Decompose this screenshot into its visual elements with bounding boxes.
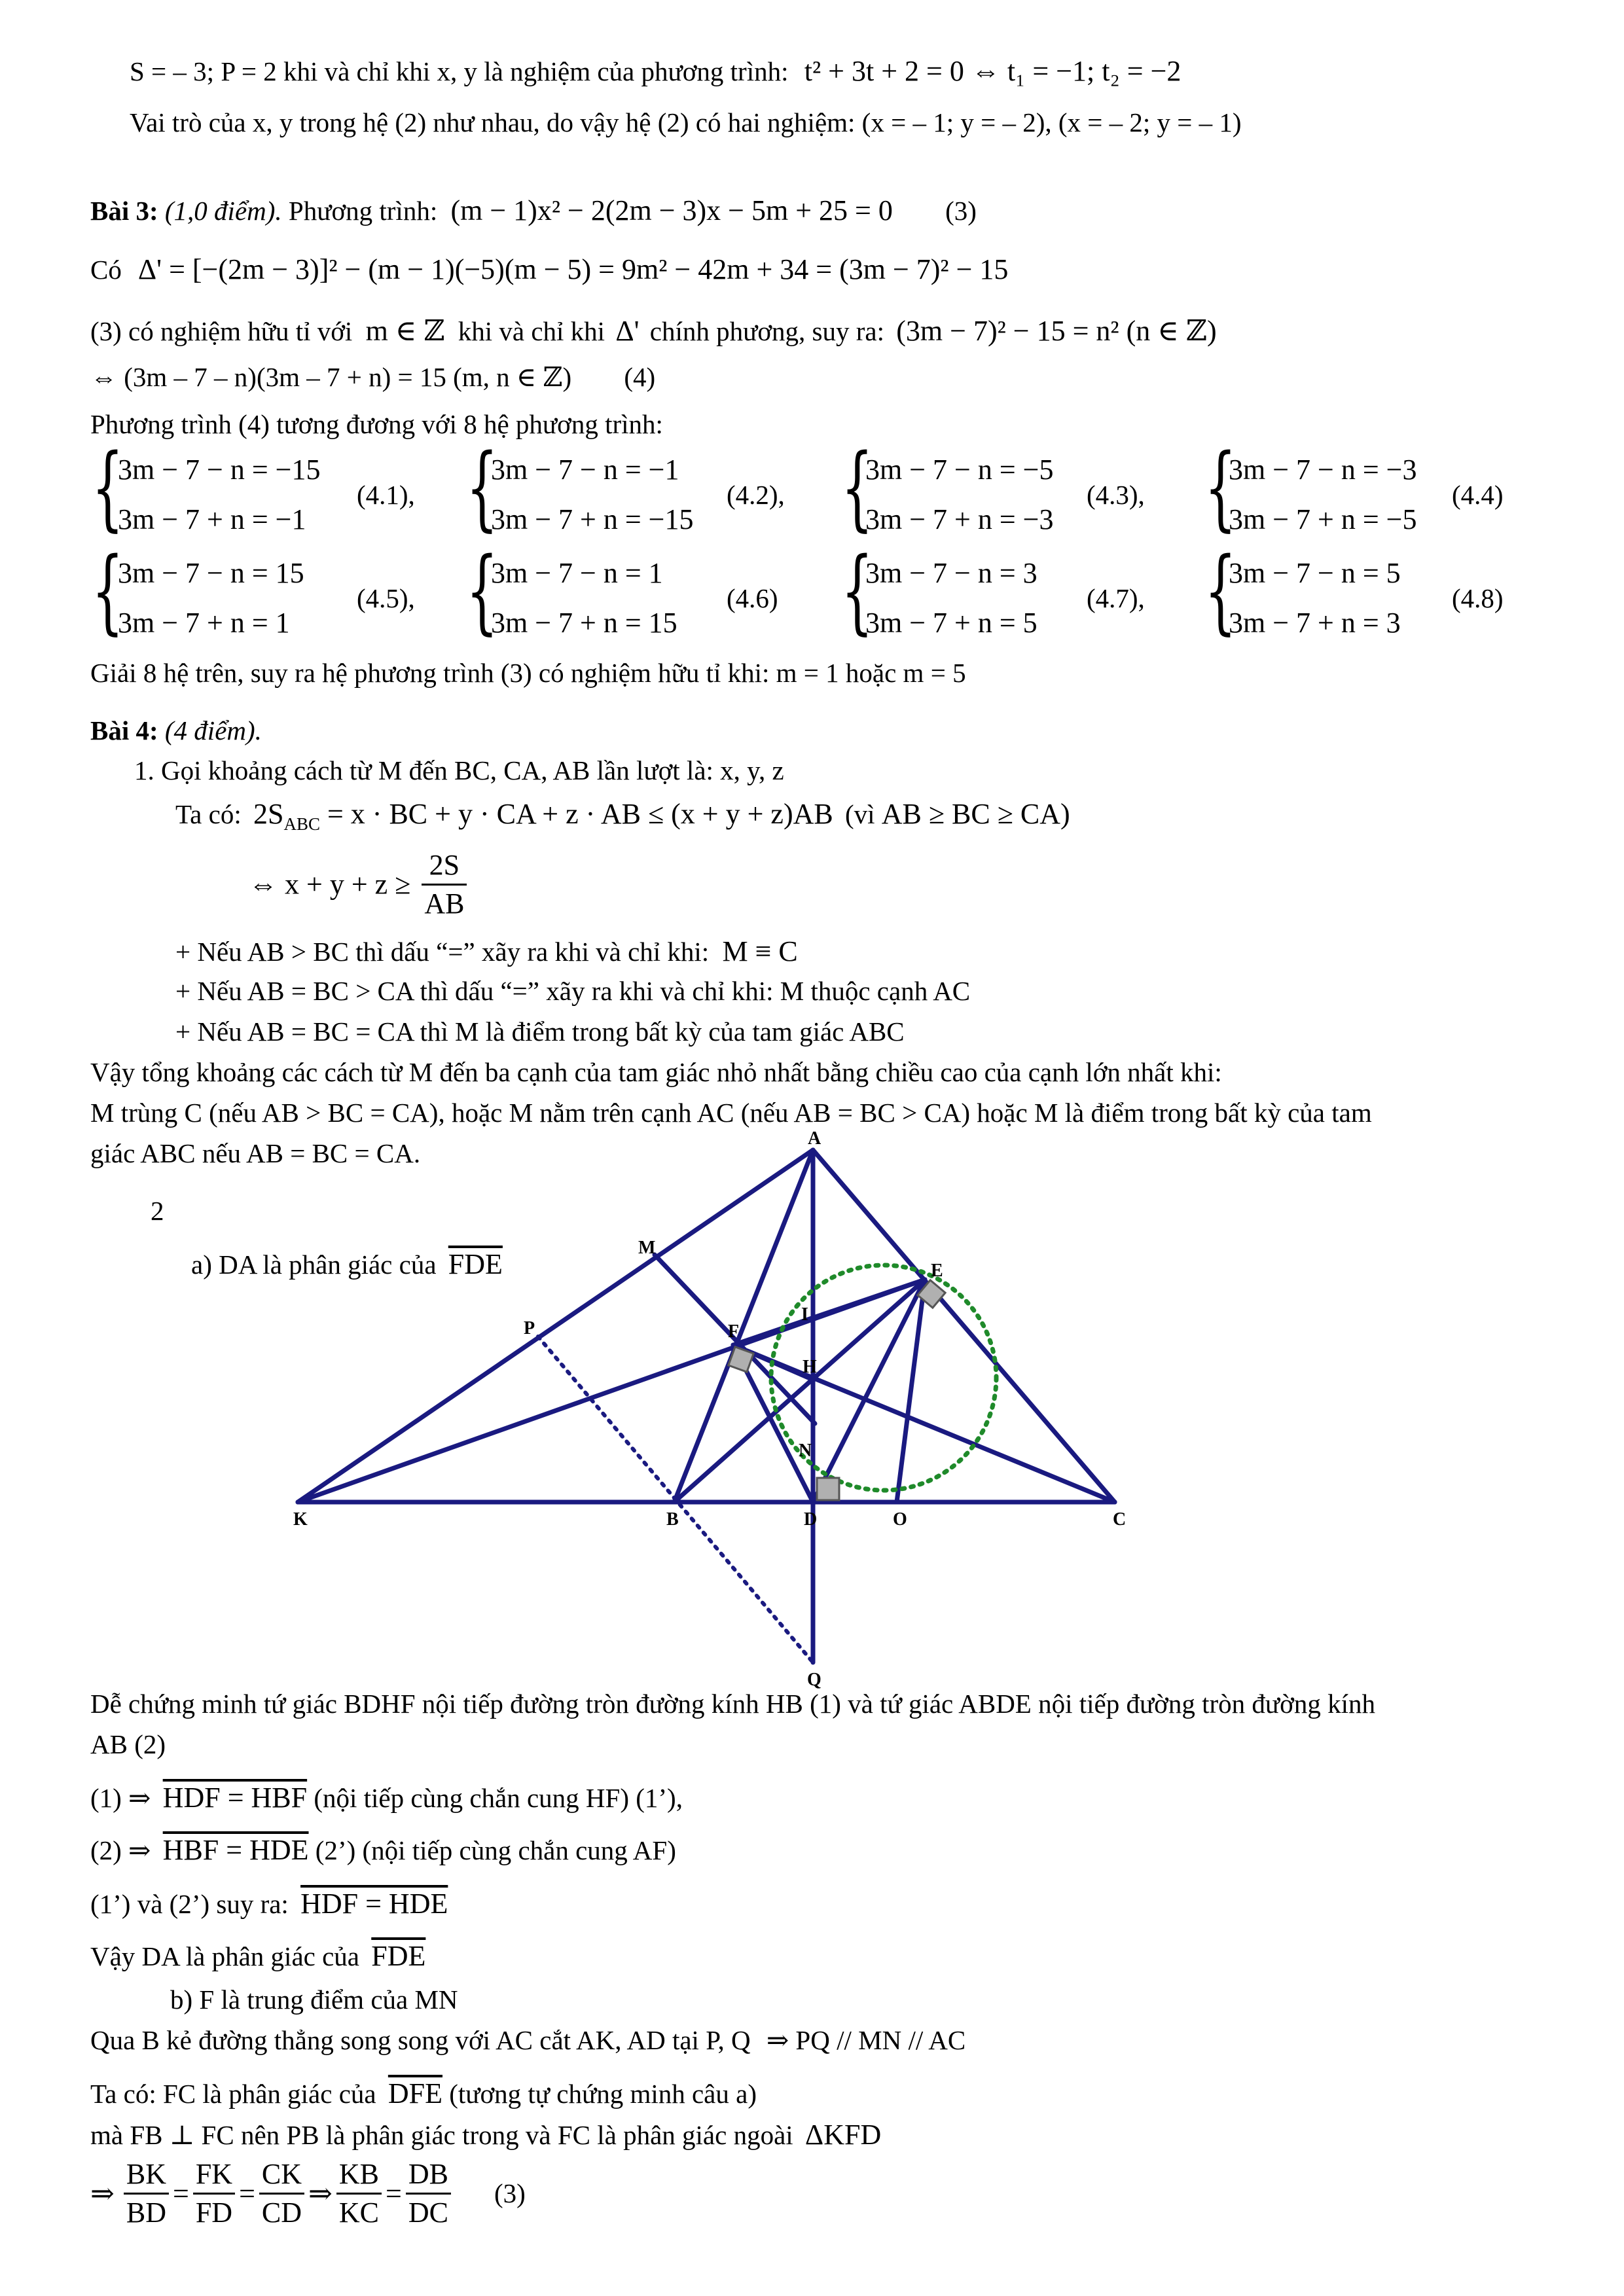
angle-fde: $\overline{FDE}$ xyxy=(371,1940,426,1972)
brace: { xyxy=(466,435,498,541)
implies-arrow: ⇒ xyxy=(308,2177,333,2210)
numerator: 2S xyxy=(422,851,467,886)
case-3: + Nếu AB = BC = CA thì M là điểm trong bất kỳ của tam giác ABC xyxy=(175,1016,905,1047)
two-s: 2S xyxy=(253,798,284,830)
system-4-2-label: (4.2), xyxy=(727,480,785,510)
step-1 xyxy=(90,1784,683,1812)
text: (nội tiếp cùng chắn cung HF) (1’), xyxy=(314,1783,683,1813)
subscript-abc: ABC xyxy=(283,814,320,834)
system-4-6-b: 3m − 7 + n = 15 xyxy=(491,607,677,639)
system-4-8-b: 3m − 7 + n = 3 xyxy=(1229,607,1401,639)
point-i: I xyxy=(801,1304,808,1325)
proof-line-1: Dễ chứng minh tứ giác BDHF nội tiếp đường tròn đường kính HB (1) và tứ giác ABDE nội tiếp đường tròn đường kính xyxy=(90,1689,1375,1719)
proof-line-2: AB (2) xyxy=(90,1729,166,1759)
line-vai-tro: Vai trò của x, y trong hệ (2) như nhau, do vậy hệ (2) có hai nghiệm: (x = – 1; y = – 2), (x = – 2; y = – 1) xyxy=(130,107,1242,137)
bai3-eq-number: (3) xyxy=(945,196,977,226)
bai3-eight-systems: Phương trình (4) tương đương với 8 hệ phương trình: xyxy=(90,409,663,439)
denominator: KC xyxy=(338,2197,380,2229)
ineq-left: ⇔ x + y + z ≥ xyxy=(249,868,411,901)
text: a) DA là phân giác của xyxy=(191,1249,437,1280)
bai3-points: (1,0 điểm). xyxy=(164,196,282,226)
angle-equality: HDF = HDE xyxy=(300,1888,448,1920)
text: (1) ⇒ xyxy=(90,1783,151,1813)
system-4-3-label: (4.3), xyxy=(1087,480,1145,510)
text: (2’) (nội tiếp cùng chắn cung AF) xyxy=(315,1835,676,1865)
system-4-1-b: 3m − 7 + n = −1 xyxy=(118,503,306,535)
ratio-number: (3) xyxy=(494,2178,526,2208)
denominator: DC xyxy=(408,2197,448,2229)
point-c: C xyxy=(1113,1509,1127,1530)
system-4-1-label: (4.1), xyxy=(357,480,415,510)
ratio-kb-kc xyxy=(336,2160,382,2227)
step-2 xyxy=(90,1836,676,1865)
numerator: CK xyxy=(259,2160,304,2195)
equation: t² + 3t + 2 = 0 ⇔ t₁ = −1; t₂ = −2 xyxy=(804,55,1182,87)
brace: { xyxy=(841,435,873,541)
fc-bisector xyxy=(90,2079,757,2108)
system-4-3-b: 3m − 7 + n = −3 xyxy=(865,503,1054,535)
m-equiv-c: M ≡ C xyxy=(722,935,798,967)
equals: = xyxy=(386,2177,402,2210)
triangle-kfd: ΔKFD xyxy=(804,2119,882,2151)
ratio-db-dc xyxy=(406,2160,451,2227)
system-4-3-a: 3m − 7 − n = −5 xyxy=(865,454,1054,486)
point-e: E xyxy=(931,1261,943,1281)
point-b: B xyxy=(666,1509,679,1530)
ratio-ck-cd xyxy=(259,2160,304,2227)
system-4-8-a: 3m − 7 − n = 5 xyxy=(1229,557,1401,589)
equals: = xyxy=(239,2177,255,2210)
text: Ta có: FC là phân giác của xyxy=(90,2079,376,2109)
bai3-conclusion: Giải 8 hệ trên, suy ra hệ phương trình (3) có nghiệm hữu tỉ khi: m = 1 hoặc m = 5 xyxy=(90,658,966,688)
system-4-2-a: 3m − 7 − n = −1 xyxy=(491,454,679,486)
bai3-intro: Phương trình: xyxy=(288,196,438,226)
system-4-5-label: (4.5), xyxy=(357,583,415,613)
system-4-4-label: (4.4) xyxy=(1452,480,1504,510)
system-4-1-a: 3m − 7 − n = −15 xyxy=(118,454,321,486)
brace: { xyxy=(841,538,873,645)
segment-ac xyxy=(813,1150,1115,1502)
bai4-part1: 1. Gọi khoảng cách từ M đến BC, CA, AB lần lượt là: x, y, z xyxy=(134,755,784,785)
bai4-title: Bài 4: xyxy=(90,715,158,745)
text: Qua B kẻ đường thẳng song song với AC cắt AK, AD tại P, Q xyxy=(90,2025,751,2055)
system-4-7-a: 3m − 7 − n = 3 xyxy=(865,557,1038,589)
parallel-line xyxy=(90,2027,965,2054)
brace: { xyxy=(1204,538,1236,645)
rational-equation: (3m − 7)² − 15 = n² (n ∈ ℤ) xyxy=(896,315,1217,347)
factor-equation: ⇔ (3m – 7 – n)(3m – 7 + n) = 15 (m, n ∈ ℤ) xyxy=(90,362,572,392)
brace: { xyxy=(92,435,124,541)
system-4-7-b: 3m − 7 + n = 5 xyxy=(865,607,1038,639)
numerator: DB xyxy=(406,2160,451,2195)
summary-3: giác ABC nếu AB = BC = CA. xyxy=(90,1138,421,1168)
text: (2) ⇒ xyxy=(90,1835,151,1865)
text: (tương tự chứng minh câu a) xyxy=(449,2079,757,2109)
numerator: FK xyxy=(193,2160,235,2195)
summary-2: M trùng C (nếu AB > BC = CA), hoặc M nằm trên cạnh AC (nếu AB = BC > CA) hoặc M là điểm trong bất kỳ của tam xyxy=(90,1098,1372,1128)
text: (vì xyxy=(844,799,875,829)
angle-dfe: $\overline{DFE}$ xyxy=(388,2077,442,2109)
dotted-pq xyxy=(538,1336,813,1662)
denominator: BD xyxy=(126,2197,166,2229)
case-2: + Nếu AB = BC > CA thì dấu “=” xãy ra khi và chỉ khi: M thuộc cạnh AC xyxy=(175,976,971,1006)
bai4-points: (4 điểm). xyxy=(164,715,262,745)
point-k: K xyxy=(293,1509,308,1530)
denominator: FD xyxy=(195,2197,233,2229)
point-o: O xyxy=(893,1509,907,1530)
bai3-equation: (m − 1)x² − 2(2m − 3)x − 5m + 25 = 0 xyxy=(450,194,893,226)
system-4-7-label: (4.7), xyxy=(1087,583,1145,613)
right-angle-d xyxy=(817,1478,839,1500)
summary-1: Vậy tổng khoảng các cách từ M đến ba cạnh của tam giác nhỏ nhất bằng chiều cao của cạnh lớn nhất khi: xyxy=(90,1057,1222,1087)
fb-perp xyxy=(90,2121,881,2149)
system-4-4-b: 3m − 7 + n = −5 xyxy=(1229,503,1417,535)
angle-equality: HDF = HBF xyxy=(162,1782,308,1814)
ratio-bk-bd xyxy=(124,2160,169,2227)
text: S = – 3; P = 2 khi và chỉ khi x, y là nghiệm của phương trình: xyxy=(130,56,789,86)
system-4-5-a: 3m − 7 − n = 15 xyxy=(118,557,304,589)
text: khi và chỉ khi xyxy=(458,316,605,346)
text: Ta có: xyxy=(175,799,242,829)
point-f: F xyxy=(728,1321,740,1342)
delta-equation: Δ' = [−(2m − 3)]² − (m − 1)(−5)(m − 5) = 9m² − 42m + 34 = (3m − 7)² − 15 xyxy=(137,253,1009,285)
point-a: A xyxy=(808,1128,821,1149)
parallel-eq: ⇒ PQ // MN // AC xyxy=(766,2025,966,2055)
system-4-6-label: (4.6) xyxy=(727,583,778,613)
ratio-equation xyxy=(90,2160,526,2227)
point-p: P xyxy=(524,1318,535,1338)
system-4-5-b: 3m − 7 + n = 1 xyxy=(118,607,290,639)
denominator: CD xyxy=(261,2197,302,2229)
text: + Nếu AB > BC thì dấu “=” xãy ra khi và chỉ khi: xyxy=(175,937,710,967)
system-4-6-a: 3m − 7 − n = 1 xyxy=(491,557,663,589)
area-sum: = x · BC + y · CA + z · AB ≤ (x + y + z)AB xyxy=(319,798,833,830)
bai3-title: Bài 3: xyxy=(90,196,158,226)
equals: = xyxy=(173,2177,189,2210)
brace: { xyxy=(466,538,498,645)
part2b-title: b) F là trung điểm của MN xyxy=(170,1984,458,2015)
point-d: D xyxy=(804,1509,818,1530)
delta-prefix: Có xyxy=(90,255,122,285)
point-h: H xyxy=(803,1357,817,1377)
brace: { xyxy=(92,538,124,645)
system-4-4-a: 3m − 7 − n = −3 xyxy=(1229,454,1417,486)
step-3 xyxy=(90,1890,448,1918)
step-4 xyxy=(90,1942,425,1971)
point-m: M xyxy=(638,1238,656,1258)
text: (3) có nghiệm hữu tỉ với xyxy=(90,316,353,346)
factor-number: (4) xyxy=(624,362,656,392)
angle-equality: HBF = HDE xyxy=(162,1834,309,1866)
delta-symbol: Δ' xyxy=(615,315,640,347)
part2-number: 2 xyxy=(151,1196,164,1226)
m-in-z: m ∈ ℤ xyxy=(365,315,445,347)
point-n: N xyxy=(799,1441,812,1461)
text: mà FB ⊥ FC nên PB là phân giác trong và FC là phân giác ngoài xyxy=(90,2120,793,2150)
numerator: KB xyxy=(336,2160,382,2195)
ratio-fk-fd xyxy=(193,2160,235,2227)
text: (1’) và (2’) suy ra: xyxy=(90,1889,289,1919)
text: Vậy DA là phân giác của xyxy=(90,1941,359,1971)
system-4-2-b: 3m − 7 + n = −15 xyxy=(491,503,694,535)
side-order: AB ≥ BC ≥ CA) xyxy=(881,798,1070,830)
numerator: BK xyxy=(124,2160,169,2195)
implies-arrow: ⇒ xyxy=(90,2177,115,2210)
segment-eo xyxy=(897,1280,925,1502)
denominator: AB xyxy=(424,888,465,920)
angle-fde: $\overline{FDE}$ xyxy=(448,1248,503,1280)
point-q: Q xyxy=(807,1670,821,1690)
brace: { xyxy=(1204,435,1236,541)
text: chính phương, suy ra: xyxy=(649,316,884,346)
system-4-8-label: (4.8) xyxy=(1452,583,1504,613)
